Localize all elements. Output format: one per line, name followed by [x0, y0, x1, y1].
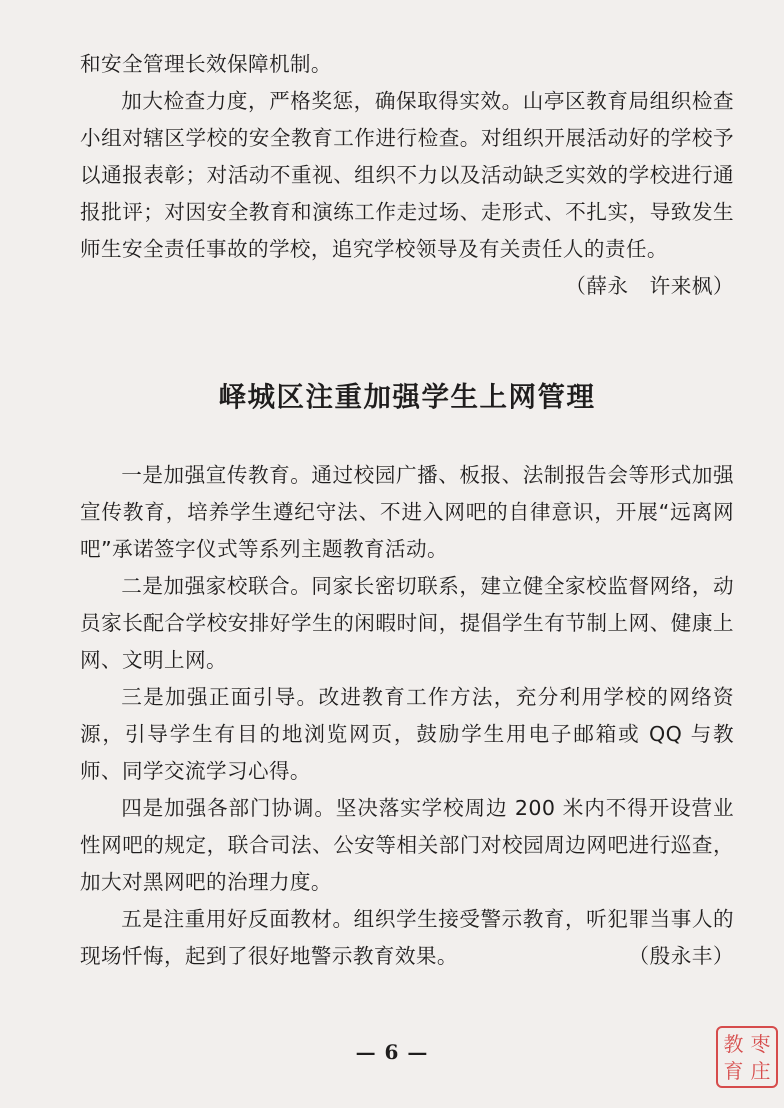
- paragraph-continuation: 和安全管理长效保障机制。: [80, 52, 332, 76]
- seal-stamp: [716, 1026, 778, 1088]
- seal-char: 枣: [750, 1031, 771, 1056]
- seal-char: 庄: [750, 1058, 771, 1083]
- paragraph-5: [80, 901, 734, 975]
- paragraph-4: 四是加强各部门协调。坚决落实学校周边 200 米内不得开设营业性网吧的规定，联合司法、公安等相关部门对校园周边网吧进行巡查，加大对黑网吧的治理力度。: [80, 796, 734, 894]
- article-title: 峄城区注重加强学生上网管理: [218, 381, 596, 413]
- paragraph-2: 二是加强家校联合。同家长密切联系，建立健全家校监督网络，动员家长配合学校安排好学生的闲暇时间，提倡学生有节制上网、健康上网、文明上网。: [80, 574, 734, 672]
- page-number: — 6 —: [355, 1040, 429, 1064]
- paragraph-3: 三是加强正面引导。改进教育工作方法，充分利用学校的网络资源，引导学生有目的地浏览网页，鼓励学生用电子邮箱或 QQ 与教师、同学交流学习心得。: [80, 685, 734, 783]
- author-byline: （殷永丰）: [628, 944, 734, 968]
- seal-char: 育: [723, 1058, 744, 1083]
- paragraph-text: 五是注重用好反面教材。组织学生接受警示教育，听犯罪当事人的现场忏悔，起到了很好地警示教育效果。: [80, 907, 734, 968]
- paragraph-text: 加大检查力度，严格奖惩，确保取得实效。山亭区教育局组织检查小组对辖区学校的安全教育工作进行检查。对组织开展活动好的学校予以通报表彰；对活动不重视、组织不力以及活动缺乏实效的学校进行通报批评；对因安全教育和演练工作走过场、走形式、不扎实，导致发生师生安全责任事故的学校，追究学校领导及有关责任人的责任。: [80, 89, 734, 261]
- author-byline: （薛永 许来枫）: [565, 274, 734, 298]
- seal-char: 教: [723, 1031, 744, 1056]
- paragraph-1: 一是加强宣传教育。通过校园广播、板报、法制报告会等形式加强宣传教育，培养学生遵纪守法、不进入网吧的自律意识，开展“远离网吧”承诺签字仪式等系列主题教育活动。: [80, 463, 734, 561]
- paragraph-inspection: [80, 83, 734, 305]
